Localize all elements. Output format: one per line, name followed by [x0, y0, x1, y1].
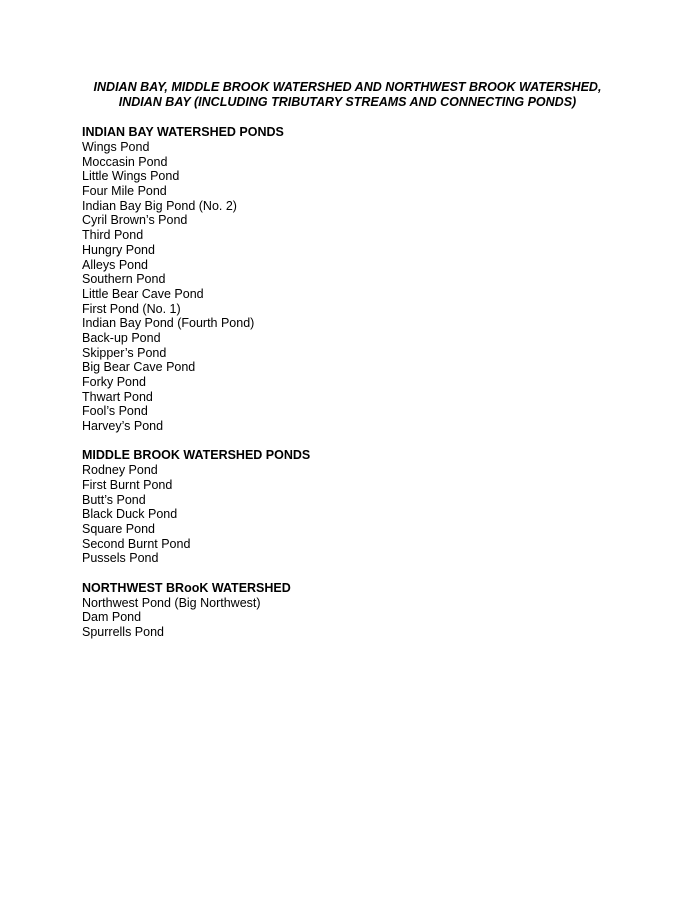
list-item: Black Duck Pond	[82, 507, 178, 522]
list-item: Hungry Pond	[82, 242, 155, 257]
list-item: Pussels Pond	[82, 551, 159, 566]
list-item: Indian Bay Pond (Fourth Pond)	[82, 316, 255, 331]
list-item: Forky Pond	[82, 375, 146, 389]
list-item: Cyril Brown’s Pond	[82, 213, 188, 228]
pond-list	[82, 463, 642, 566]
section-indian-bay-watershed	[82, 125, 642, 434]
list-item: First Pond (No. 1)	[82, 301, 181, 316]
section-heading: NORTHWEST BRooK WATERSHED	[82, 580, 291, 595]
list-item: Little Bear Cave Pond	[82, 286, 204, 301]
list-item: Third Pond	[82, 228, 144, 243]
list-item: Southern Pond	[82, 272, 166, 287]
section-heading: INDIAN BAY WATERSHED PONDS	[82, 125, 284, 139]
list-item: Spurrells Pond	[82, 624, 164, 639]
list-item: Moccasin Pond	[82, 154, 168, 169]
pond-list	[82, 596, 642, 640]
list-item: First Burnt Pond	[82, 477, 173, 492]
list-item: Back-up Pond	[82, 330, 161, 345]
list-item: Harvey’s Pond	[82, 419, 164, 434]
list-item: Square Pond	[82, 522, 155, 536]
pond-list	[82, 140, 642, 434]
list-item: Little Wings Pond	[82, 169, 180, 184]
list-item: Thwart Pond	[82, 389, 153, 404]
list-item: Second Burnt Pond	[82, 536, 191, 551]
list-item: Northwest Pond (Big Northwest)	[82, 595, 261, 610]
list-item: Rodney Pond	[82, 463, 158, 478]
list-item: Fool’s Pond	[82, 404, 148, 419]
list-item: Indian Bay Big Pond (No. 2)	[82, 198, 237, 213]
document-body	[82, 125, 642, 654]
list-item: Wings Pond	[82, 140, 150, 154]
title-line: INDIAN BAY (INCLUDING TRIBUTARY STREAMS AND CONNECTING PONDS)	[118, 95, 577, 109]
section-heading: MIDDLE BROOK WATERSHED PONDS	[82, 448, 311, 463]
list-item: Skipper’s Pond	[82, 345, 167, 360]
list-item: Butt’s Pond	[82, 492, 146, 507]
section-middle-brook-watershed	[82, 448, 642, 566]
section-northwest-brook-watershed	[82, 581, 642, 640]
list-item: Big Bear Cave Pond	[82, 360, 196, 375]
list-item: Alleys Pond	[82, 257, 149, 272]
list-item: Four Mile Pond	[82, 184, 167, 199]
title-line: INDIAN BAY, MIDDLE BROOK WATERSHED AND NORTHWEST BROOK WATERSHED,	[93, 80, 602, 94]
list-item: Dam Pond	[82, 610, 142, 625]
document-title	[40, 80, 655, 110]
